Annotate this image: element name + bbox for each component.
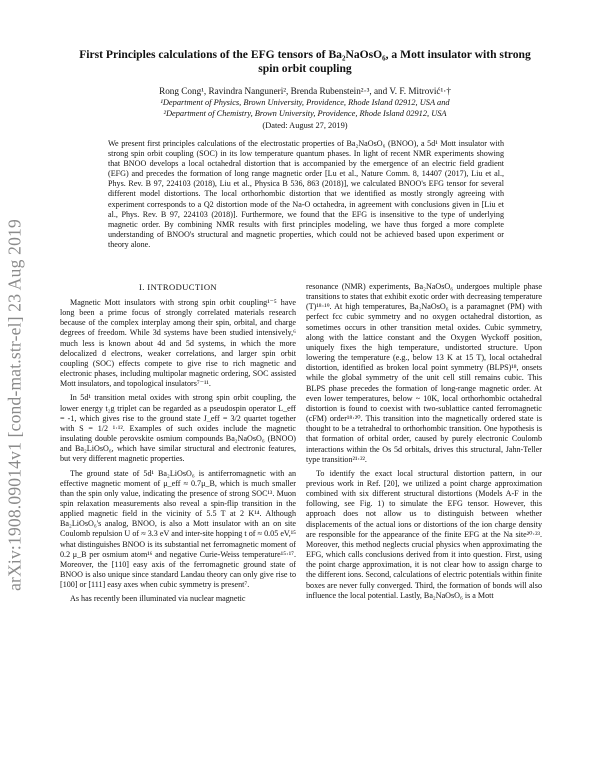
right-column — [306, 282, 542, 601]
author-list: Rong Cong¹, Ravindra Nanguneri², Brenda Rubenstein²·³, and V. F. Mitrović¹·† — [159, 86, 451, 96]
abstract: We present first principles calculations of the electrostatic properties of Ba₂NaOsO₆ (BNOO), a 5d¹ Mott insulator with strong spin orbit coupling (SOC) in its low temperature quantum phases. In light of recent NMR experiments showing that BNOO develops a local octahedral distortion that is accompanied by the emergence of an electric field gradient (EFG) and precedes the formation of long range magnetic order [Lu et al., Nature Comm. 8, 14407 (2017), Liu et al., Phys. Rev. B 97, 224103 (2018), Liu et al., Physica B 536, 863 (2018)], we calculated BNOO's EFG tensor for several different model distortions. The local orthorhombic distortion that we identified as mostly strongly agreeing with experiment corresponds to a Q2 distortion mode of the Na-O octahedra, in agreement with conclusions given in [Liu et al., Phys. Rev. B 97, 224103 (2018)]. Furthermore, we found that the EFG is insensitive to the type of underlying magnetic order. By combining NMR results with first principles modeling, we have thus forged a more complete understanding of BNOO's structural and magnetic properties, which could not be achieved based upon experiment or theory alone. — [108, 139, 504, 249]
affiliation-physics: ¹Department of Physics, Brown University, Providence, Rhode Island 02912, USA and — [160, 98, 450, 107]
paragraph: resonance (NMR) experiments, Ba₂NaOsO₆ undergoes multiple phase transitions to states that exhibit exotic order with decreasing temperature (T)¹⁸·¹⁹. At high temperatures, Ba₂NaOsO₆ is a paramagnet (PM) with perfect fcc cubic symmetry and no oxygen octahedral distortion, as sometimes occurs in other transition metal oxides. Cubic symmetry, along with the lattice constant and the Oxygen Wyckoff position, uniquely fixes the high temperature, undistorted structure. Upon lowering the temperature (e.g., below 13 K at 15 T), local octahedral distortion, identified as broken local point symmetry (BLPS)¹⁸, onsets while the global symmetry of the unit cell still remains cubic. This BLPS phase precedes the formation of long-range magnetic order. At even lower temperatures, below ~ 10K, local orthorhombic octahedral distortion is found to coexist with two-sublattice canted ferromagnetic (cFM) order¹⁸·²⁰. This transition into the magnetically ordered state is thought to be a tetrahedral to orthorhombic transition. One hypothesis is that formation of orbital order, caused by purely electronic Coulomb interactions within the Os 5d orbitals, drives this structural, Jahn-Teller type transition²¹·²². — [306, 282, 542, 464]
affiliation-chemistry: ²Department of Chemistry, Brown University, Providence, Rhode Island 02912, USA — [163, 109, 447, 118]
paragraph: In 5d¹ transition metal oxides with strong spin orbit coupling, the lower energy t₂g triplet can be regarded as a pseudospin operator L_eff = -1, which gives rise to the ground state J_eff = 3/2 quartet together with S = 1/2 ¹·¹². Examples of such oxides include the magnetic insulating double perovskite osmium compounds Ba₂NaOsO₆ (BNOO) and Ba₂LiOsO₆, which have similar structural and electronic features, but very different magnetic properties. — [60, 393, 296, 464]
dated-line: (Dated: August 27, 2019) — [262, 121, 348, 130]
arxiv-id-text: arXiv:1908.09014v1 [cond-mat.str-el] 23 Aug 2019 — [4, 219, 25, 591]
paragraph: To identify the exact local structural distortion pattern, in our previous work in Ref. [20], we utilized a point charge approximation combined with six different structural distortions (Models A-F in the following, see Fig. 1) to simulate the EFG tensor. However, this approach does not allow us to distinguish between whether displacements of the actual ions or distortions of the ion charge density are responsible for the appearance of the finite EFG at the Na site²⁰·²³. Moreover, this method neglects crucial physics when approximating the EFG, which calls conclusions derived from it into question. First, using the point charge approximation, it is not clear how to assign charge to the different ions. Second, calculations of electric potentials within finite boxes are never fully converged. Third, the formation of bonds will also influence the local potential. Lastly, Ba₂NaOsO₆ is a Mott — [306, 468, 542, 600]
paper-title: First Principles calculations of the EFG tensors of Ba₂NaOsO₆, a Mott insulator with strong spin orbit coupling — [79, 48, 531, 75]
arxiv-identifier — [2, 195, 28, 615]
paragraph: The ground state of 5d¹ Ba₂LiOsO₆ is antiferromagnetic with an effective magnetic moment of μ_eff ≈ 0.7μ_B, which is much smaller than the spin only value, indicating the presence of strong SOC¹³. Muon spin relaxation measurements also reveal a spin-flip transition in the applied magnetic field in the vicinity of 5.5 T at 2 K¹⁴. Although Ba₂LiOsO₆'s analog, BNOO, is also a Mott insulator with an on site Coulomb repulsion U of ≈ 3.3 eV and inter-site hopping t of ≈ 0.05 eV,¹⁵ what distinguishes BNOO is its substantial net ferromagnetic moment of 0.2 μ_B per osmium atom¹⁶ and negative Curie-Weiss temperature¹⁵·¹⁷. Moreover, the [110] easy axis of the ferromagnetic ground state of BNOO is also unique since standard Landau theory can only give rise to [100] or [111] easy axes when cubic symmetry is present⁷. — [60, 468, 296, 590]
paragraph: As has recently been illuminated via nuclear magnetic — [70, 594, 246, 604]
left-column — [60, 298, 296, 605]
section-heading-introduction: I. INTRODUCTION — [138, 282, 218, 292]
paragraph: Magnetic Mott insulators with strong spin orbit coupling¹⁻⁵ have long been a prime focus of strongly correlated materials research because of the complex interplay among their spin, orbital, and charge degrees of freedom. While 3d systems have been studied intensively,⁶ much less is known about 4d and 5d systems, in which the more delocalized d electrons, weaker correlations, and larger spin orbit coupling (SOC) effects compete to give rise to rich magnetic and electronic phases, including multipolar magnetic ordering, SOC assisted Mott insulators, and topological insulators⁷⁻¹¹. — [60, 298, 296, 389]
